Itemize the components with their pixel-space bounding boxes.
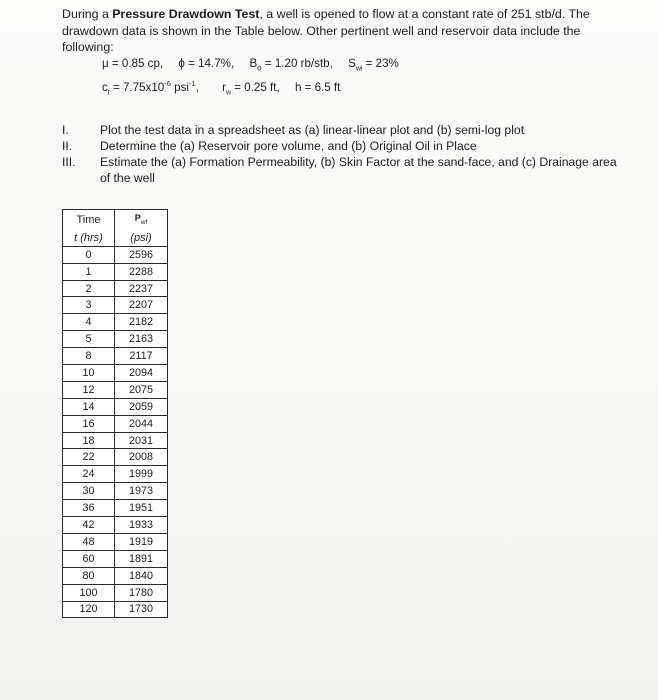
- param-viscosity: μ = 0.85 cp,: [102, 57, 164, 70]
- pressure-cell: 2288: [115, 263, 168, 280]
- time-cell: 60: [63, 550, 115, 567]
- parameters-line-2: [102, 79, 340, 96]
- pressure-unit-header: (psi): [115, 230, 168, 247]
- time-cell: 2: [63, 280, 115, 297]
- param-fvf: $B_o = 1.20$ rb/stb,: [249, 57, 333, 73]
- table-row: [63, 415, 168, 432]
- table-row: [63, 246, 168, 263]
- pressure-cell: 2008: [115, 449, 168, 466]
- param-wellbore-radius: $r_w = 0.25$ ft,: [222, 80, 280, 97]
- table-row: [63, 550, 168, 567]
- time-cell: 1: [63, 263, 115, 280]
- time-cell: 36: [63, 500, 115, 517]
- pressure-cell: 2207: [115, 297, 168, 314]
- table-row: [63, 280, 168, 297]
- time-cell: 10: [63, 365, 115, 382]
- table-row: [63, 263, 168, 280]
- drawdown-data-table: [62, 209, 168, 618]
- time-cell: 100: [63, 584, 115, 601]
- table-row: [63, 449, 168, 466]
- task-text: Determine the (a) Reservoir pore volume, and (b) Original Oil in Place: [100, 139, 477, 153]
- task-list: [62, 122, 622, 186]
- parameters-line-1: [102, 57, 399, 72]
- time-cell: 80: [63, 567, 115, 584]
- time-cell: 18: [63, 432, 115, 449]
- task-item: [62, 122, 622, 138]
- time-cell: 14: [63, 398, 115, 415]
- pressure-cell: 1973: [115, 483, 168, 500]
- pressure-cell: 1951: [115, 500, 168, 517]
- pressure-cell: 2117: [115, 348, 168, 365]
- pressure-cell: 2044: [115, 415, 168, 432]
- time-unit-header: t (hrs): [63, 230, 115, 247]
- pressure-cell: 2094: [115, 365, 168, 382]
- task-text: Plot the test data in a spreadsheet as (a) linear-linear plot and (b) semi-log plot: [100, 123, 525, 137]
- time-cell: 3: [63, 297, 115, 314]
- time-cell: 120: [63, 601, 115, 618]
- time-cell: 24: [63, 466, 115, 483]
- time-cell: 5: [63, 331, 115, 348]
- pressure-cell: 1933: [115, 517, 168, 534]
- table-row: [63, 432, 168, 449]
- pressure-cell: 1730: [115, 601, 168, 618]
- table-row: [63, 567, 168, 584]
- table-row: [63, 314, 168, 331]
- time-cell: 22: [63, 449, 115, 466]
- table-row: [63, 398, 168, 415]
- task-number: III.: [62, 155, 76, 169]
- table-row: [63, 297, 168, 314]
- intro-bold-term: Pressure Drawdown Test: [112, 7, 260, 21]
- param-compressibility: $c_t = 7.75x10^{-6}$ psi$^{-1}$,: [102, 79, 199, 97]
- pressure-cell: 2075: [115, 381, 168, 398]
- problem-statement: [62, 6, 622, 56]
- table-row: [63, 601, 168, 618]
- task-text: Estimate the (a) Formation Permeability, (b) Skin Factor at the sand-face, and (c) Drainage area of the well: [100, 155, 617, 185]
- time-cell: 0: [63, 246, 115, 263]
- pressure-cell: 1999: [115, 466, 168, 483]
- time-cell: 4: [63, 314, 115, 331]
- time-cell: 12: [63, 381, 115, 398]
- time-column-header: Time: [63, 210, 115, 230]
- pressure-cell: 1919: [115, 533, 168, 550]
- pressure-cell: 2163: [115, 331, 168, 348]
- table-row: [63, 331, 168, 348]
- time-cell: 42: [63, 517, 115, 534]
- intro-text-1: During a: [62, 7, 113, 21]
- param-porosity: ϕ = 14.7%,: [178, 57, 235, 70]
- table-row: [63, 365, 168, 382]
- task-item: [62, 138, 622, 154]
- time-cell: 8: [63, 348, 115, 365]
- pressure-cell: 1891: [115, 550, 168, 567]
- pressure-cell: 1840: [115, 567, 168, 584]
- param-water-saturation: $S_{wi} = 23\%$: [348, 57, 399, 73]
- table-row: [63, 584, 168, 601]
- pressure-cell: 1780: [115, 584, 168, 601]
- table-row: [63, 483, 168, 500]
- table-row: [63, 348, 168, 365]
- intro-text-2: , a well is opened to flow at a constant rate of 251 stb/d. The drawdown data is shown in the Table below. Other pertinent well and reservoir data include the following:: [62, 7, 590, 54]
- time-cell: 30: [63, 483, 115, 500]
- pressure-cell: 2596: [115, 246, 168, 263]
- pressure-cell: 2182: [115, 314, 168, 331]
- table-body: [63, 246, 168, 618]
- table-row: [63, 533, 168, 550]
- table-row: [63, 381, 168, 398]
- task-number: II.: [62, 139, 73, 153]
- param-thickness: h = 6.5 ft: [294, 80, 341, 94]
- table-row: [63, 517, 168, 534]
- pressure-column-header: $P_{wf}$: [115, 210, 168, 230]
- pressure-cell: 2237: [115, 280, 168, 297]
- time-cell: 48: [63, 533, 115, 550]
- task-item: [62, 154, 622, 186]
- time-cell: 16: [63, 415, 115, 432]
- table-row: [63, 466, 168, 483]
- task-number: I.: [62, 123, 69, 137]
- pressure-cell: 2031: [115, 432, 168, 449]
- table-row: [63, 500, 168, 517]
- pressure-cell: 2059: [115, 398, 168, 415]
